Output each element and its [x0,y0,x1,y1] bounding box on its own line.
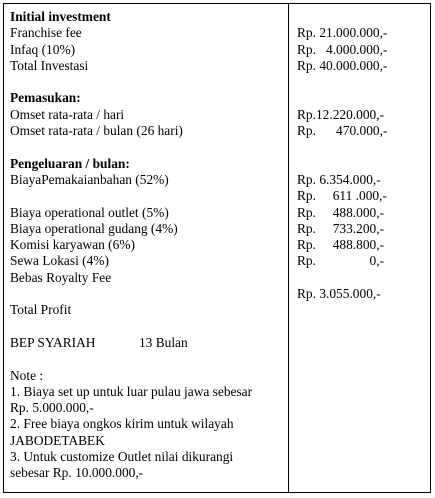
spacer [10,74,284,90]
label-komisi-karyawan: Komisi karyawan (6%) [10,237,135,253]
note-2-line-1: 2. Free biaya ongkos kirim untuk wilayah [10,416,234,432]
spacer [10,351,284,367]
label-biaya-bahan: BiayaPemakaianbahan (52%) [10,171,169,187]
value-infaq: Rp. 4.000.000,- [297,41,388,57]
investment-table [3,3,431,493]
label-omset-bulan: Omset rata-rata / bulan (26 hari) [10,123,183,139]
spacer [297,156,427,172]
note-1-line-2: Rp. 5.000.000,- [10,400,94,416]
label-infaq: Infaq (10%) [10,41,76,57]
label-biaya-gudang: Biaya operational gudang (4%) [10,220,178,236]
value-komisi-karyawan: Rp. 488.800,- [297,237,385,253]
value-biaya-outlet: Rp. 488.000,- [297,204,385,220]
value-omset-hari: Rp.12.220.000,- [297,106,385,122]
spacer [297,74,427,90]
description-column [10,9,284,482]
value-omset-bulan: Rp. 470.000,- [297,123,388,139]
spacer [10,319,284,335]
value-biaya-bahan: Rp. 6.354.000,- [297,171,381,187]
spacer [297,9,427,25]
column-divider [288,4,289,492]
section-heading-initial-investment: Initial investment [10,9,111,24]
section-heading-pengeluaran: Pengeluaran / bulan: [10,155,130,171]
value-biaya-gudang: Rp. 733.200,- [297,220,385,236]
spacer [10,286,284,302]
spacer [297,270,427,286]
label-total-profit: Total Profit [10,302,72,318]
spacer [10,139,284,155]
label-sewa-lokasi: Sewa Lokasi (4%) [10,253,109,269]
value-extra: Rp. 611 .000,- [297,188,387,204]
value-franchise-fee: Rp. 21.000.000,- [297,25,388,41]
label-bebas-royalty: Bebas Royalty Fee [10,269,112,285]
note-heading: Note : [10,367,44,383]
label-bep-syariah: BEP SYARIAH 13 Bulan [10,334,188,350]
spacer [297,139,427,155]
label-omset-hari: Omset rata-rata / hari [10,106,125,122]
note-2-line-2: JABODETABEK [10,432,105,448]
amount-column [297,9,427,302]
value-total-investasi: Rp. 40.000.000,- [297,57,388,73]
spacer [297,90,427,106]
value-sewa-lokasi: Rp. 0,- [297,253,385,269]
note-3-line-1: 3. Untuk customize Outlet nilai dikurangi [10,449,234,465]
section-heading-pemasukan: Pemasukan: [10,90,81,106]
label-franchise-fee: Franchise fee [10,25,82,41]
note-1-line-1: 1. Biaya set up untuk luar pulau jawa sebesar [10,383,253,399]
spacer [10,188,284,204]
value-total-profit: Rp. 3.055.000,- [297,286,381,302]
label-biaya-outlet: Biaya operational outlet (5%) [10,204,169,220]
label-total-investasi: Total Investasi [10,57,89,73]
note-3-line-2: sebesar Rp. 10.000.000,- [10,465,144,481]
